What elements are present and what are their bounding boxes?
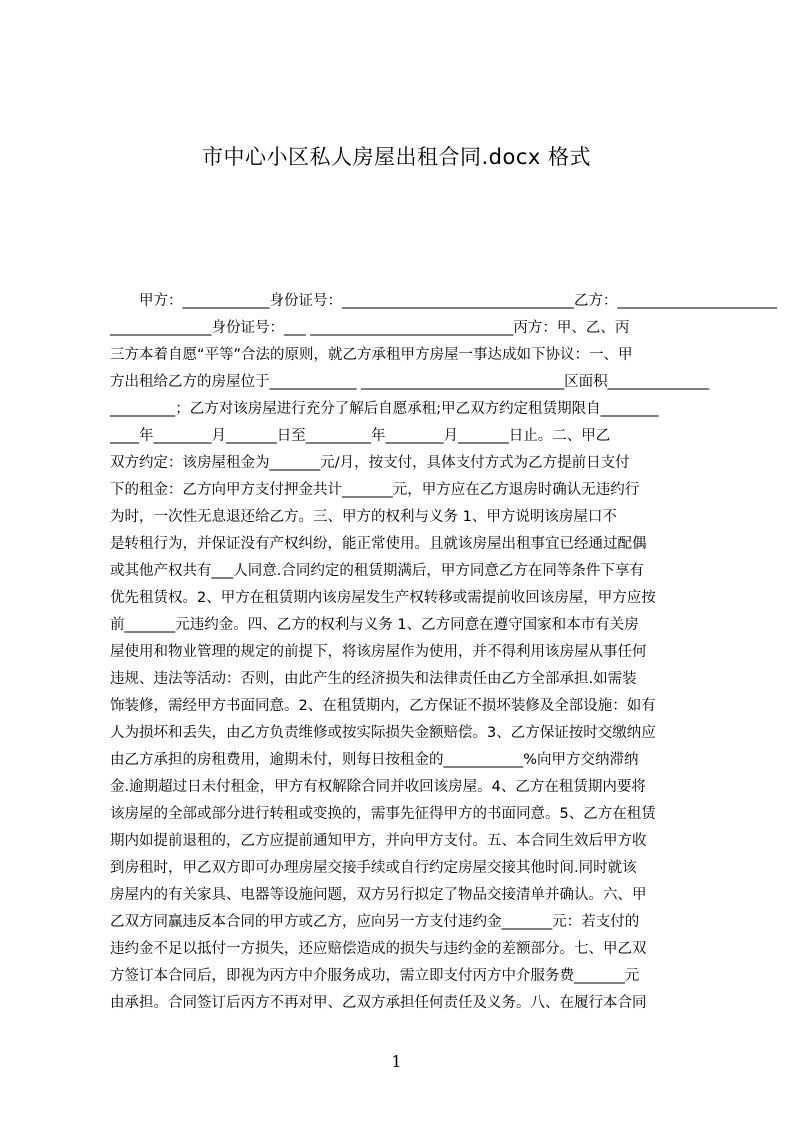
body-line: ______________身份证号：___ ____________________________丙方：甲、乙、丙: [110, 320, 630, 336]
body-line: 方签订本合同后，即视为丙方中介服务成功，需立即支付丙方中介服务费_______元: [110, 968, 640, 984]
body-line: 方出租给乙方的房屋位于____________ ____________________________区面积______________: [110, 374, 710, 390]
body-line: 三方本着自愿“平等”合法的原则，就乙方承租甲方房屋一事达成如下协议：一、甲: [110, 347, 633, 363]
body-line: 优先租赁权。2、甲方在租赁期内该房屋发生产权转移或需提前收回该房屋，甲方应按: [110, 590, 656, 606]
body-line: 该房屋的全部或部分进行转租或变换的，需事先征得甲方的书面同意。5、乙方在租赁: [110, 806, 656, 822]
body-line: 违约金不足以抵付一方损失，还应赔偿造成的损失与违约金的差额部分。七、甲乙双: [110, 941, 647, 957]
body-line: 屋使用和物业管理的规定的前提下，将该房屋作为使用，并不得利用该房屋从事任何: [110, 644, 647, 660]
body-line: 期内如提前退租的，乙方应提前通知甲方，并向甲方支付。五、本合同生效后甲方收: [110, 833, 647, 849]
contract-body: [110, 288, 777, 1028]
body-line: 由乙方承担的房租费用，逾期未付，则每日按租金的___________%向甲方交纳滞纳: [110, 752, 639, 768]
body-line: 到房租时，甲乙双方即可办理房屋交接手续或自行约定房屋交接其他时间.同时就该: [110, 860, 637, 876]
body-line: 前_______元违约金。四、乙方的权利与义务 1、乙方同意在遵守国家和本市有关房: [110, 617, 639, 633]
body-line: _________；乙方对该房屋进行充分了解后自愿承租;甲乙双方约定租赁期限自________: [110, 401, 659, 417]
body-line: 下的租金：乙方向甲方支付押金共计_______元，甲方应在乙方退房时确认无违约行: [110, 482, 640, 498]
body-line: 人为损坏和丢失，由乙方负责维修或按实际损失金额赔偿。3、乙方保证按时交缴纳应: [110, 725, 656, 741]
body-line: 乙双方同赢违反本合同的甲方或乙方，应向另一方支付违约金_______元：若支付的: [110, 914, 640, 930]
body-line: 为时，一次性无息退还给乙方。三、甲方的权利与义务 1、甲方说明该房屋口不: [110, 509, 617, 525]
page-number: 1: [391, 1052, 402, 1071]
body-line: ____年________月_______日至_________年________月_______日止。二、甲乙: [110, 428, 611, 444]
document-title: 市中心小区私人房屋出租合同.docx 格式: [201, 145, 591, 169]
body-line: 房屋内的有关家具、电器等设施问题，双方另行拟定了物品交接清单并确认。六、甲: [110, 887, 647, 903]
body-line: 双方约定：该房屋租金为_______元/月，按支付，具体支付方式为乙方提前日支付: [110, 455, 630, 471]
body-line: 金.逾期超过日未付租金，甲方有权解除合同并收回该房屋。4、乙方在租赁期内要将: [110, 779, 646, 795]
body-line: 甲方：____________身份证号：________________________________乙方：______________________: [110, 293, 777, 309]
body-line: 由承担。合同签订后丙方不再对甲、乙双方承担任何责任及义务。八、在履行本合同: [110, 995, 647, 1011]
body-line: 违规、违法等活动：否则，由此产生的经济损失和法律责任由乙方全部承担.如需装: [110, 671, 637, 687]
body-line: 是转租行为，并保证没有产权纠纷，能正常使用。且就该房屋出租事宜已经通过配偶: [110, 536, 647, 552]
body-line: 饰装修，需经甲方书面同意。2、在租赁期内，乙方保证不损坏装修及全部设施：如有: [110, 698, 656, 714]
body-line: 或其他产权共有___人同意.合同约定的租赁期满后，甲方同意乙方在同等条件下享有: [110, 563, 644, 579]
